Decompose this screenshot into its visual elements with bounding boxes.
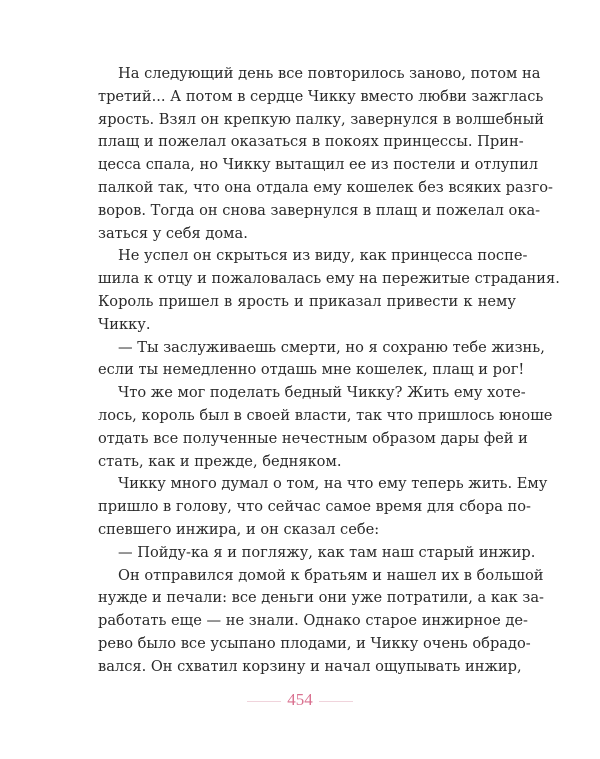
text-line: отдать все полученные нечестным образом дары фей и (98, 429, 528, 447)
text-line: стать, как и прежде, бедняком. (98, 452, 342, 470)
text-line: работать еще — не знали. Однако старое инжирное де- (98, 612, 528, 630)
text-line: Чикку. (98, 315, 151, 333)
text-line: палкой так, что она отдала ему кошелек без всяких разго- (98, 178, 553, 196)
text-line: Король пришел в ярость и приказал привести к нему (98, 292, 516, 310)
text-line: нужде и печали: все деньги они уже потратили, а как за- (98, 589, 544, 607)
text-line: цесса спала, но Чикку вытащил ее из постели и отлупил (98, 156, 539, 174)
text-line: пришло в голову, что сейчас самое время для сбора по- (98, 498, 531, 516)
text-line: Что же мог поделать бедный Чикку? Жить ему хоте- (118, 384, 526, 402)
text-line: вался. Он схватил корзину и начал ощупывать инжир, (98, 657, 522, 675)
ornament-right (319, 701, 353, 702)
text-line: ярость. Взял он крепкую палку, завернулся в волшебный (98, 110, 544, 128)
text-line: Он отправился домой к братьям и нашел их в большой (118, 566, 544, 584)
page-number (0, 690, 600, 710)
text-line: третий... А потом в сердце Чикку вместо любви зажглась (98, 87, 544, 105)
text-line: Чикку много думал о том, на что ему теперь жить. Ему (118, 475, 548, 493)
text-line: — Ты заслуживаешь смерти, но я сохраню тебе жизнь, (118, 338, 545, 356)
ornament-left (247, 701, 281, 702)
text-line: Не успел он скрыться из виду, как принцесса поспе- (118, 247, 528, 265)
text-line: рево было все усыпано плодами, и Чикку очень обрадо- (98, 634, 531, 652)
book-page-text (98, 63, 560, 679)
text-line: заться у себя дома. (98, 224, 248, 242)
text-line: — Пойду-ка я и погляжу, как там наш старый инжир. (118, 543, 536, 561)
text-line: если ты немедленно отдашь мне кошелек, плащ и рог! (98, 361, 525, 379)
text-line: шила к отцу и пожаловалась ему на пережитые страдания. (98, 270, 560, 288)
text-line: На следующий день все повторилось заново, потом на (118, 65, 541, 82)
text-line: спевшего инжира, и он сказал себе: (98, 520, 380, 538)
text-line: плащ и пожелал оказаться в покоях принцессы. Прин- (98, 133, 524, 151)
text-line: лось, король был в своей власти, так что пришлось юноше (98, 406, 553, 424)
text-line: воров. Тогда он снова завернулся в плащ и пожелал ока- (98, 201, 541, 219)
page-number-text: 454 (287, 690, 313, 709)
